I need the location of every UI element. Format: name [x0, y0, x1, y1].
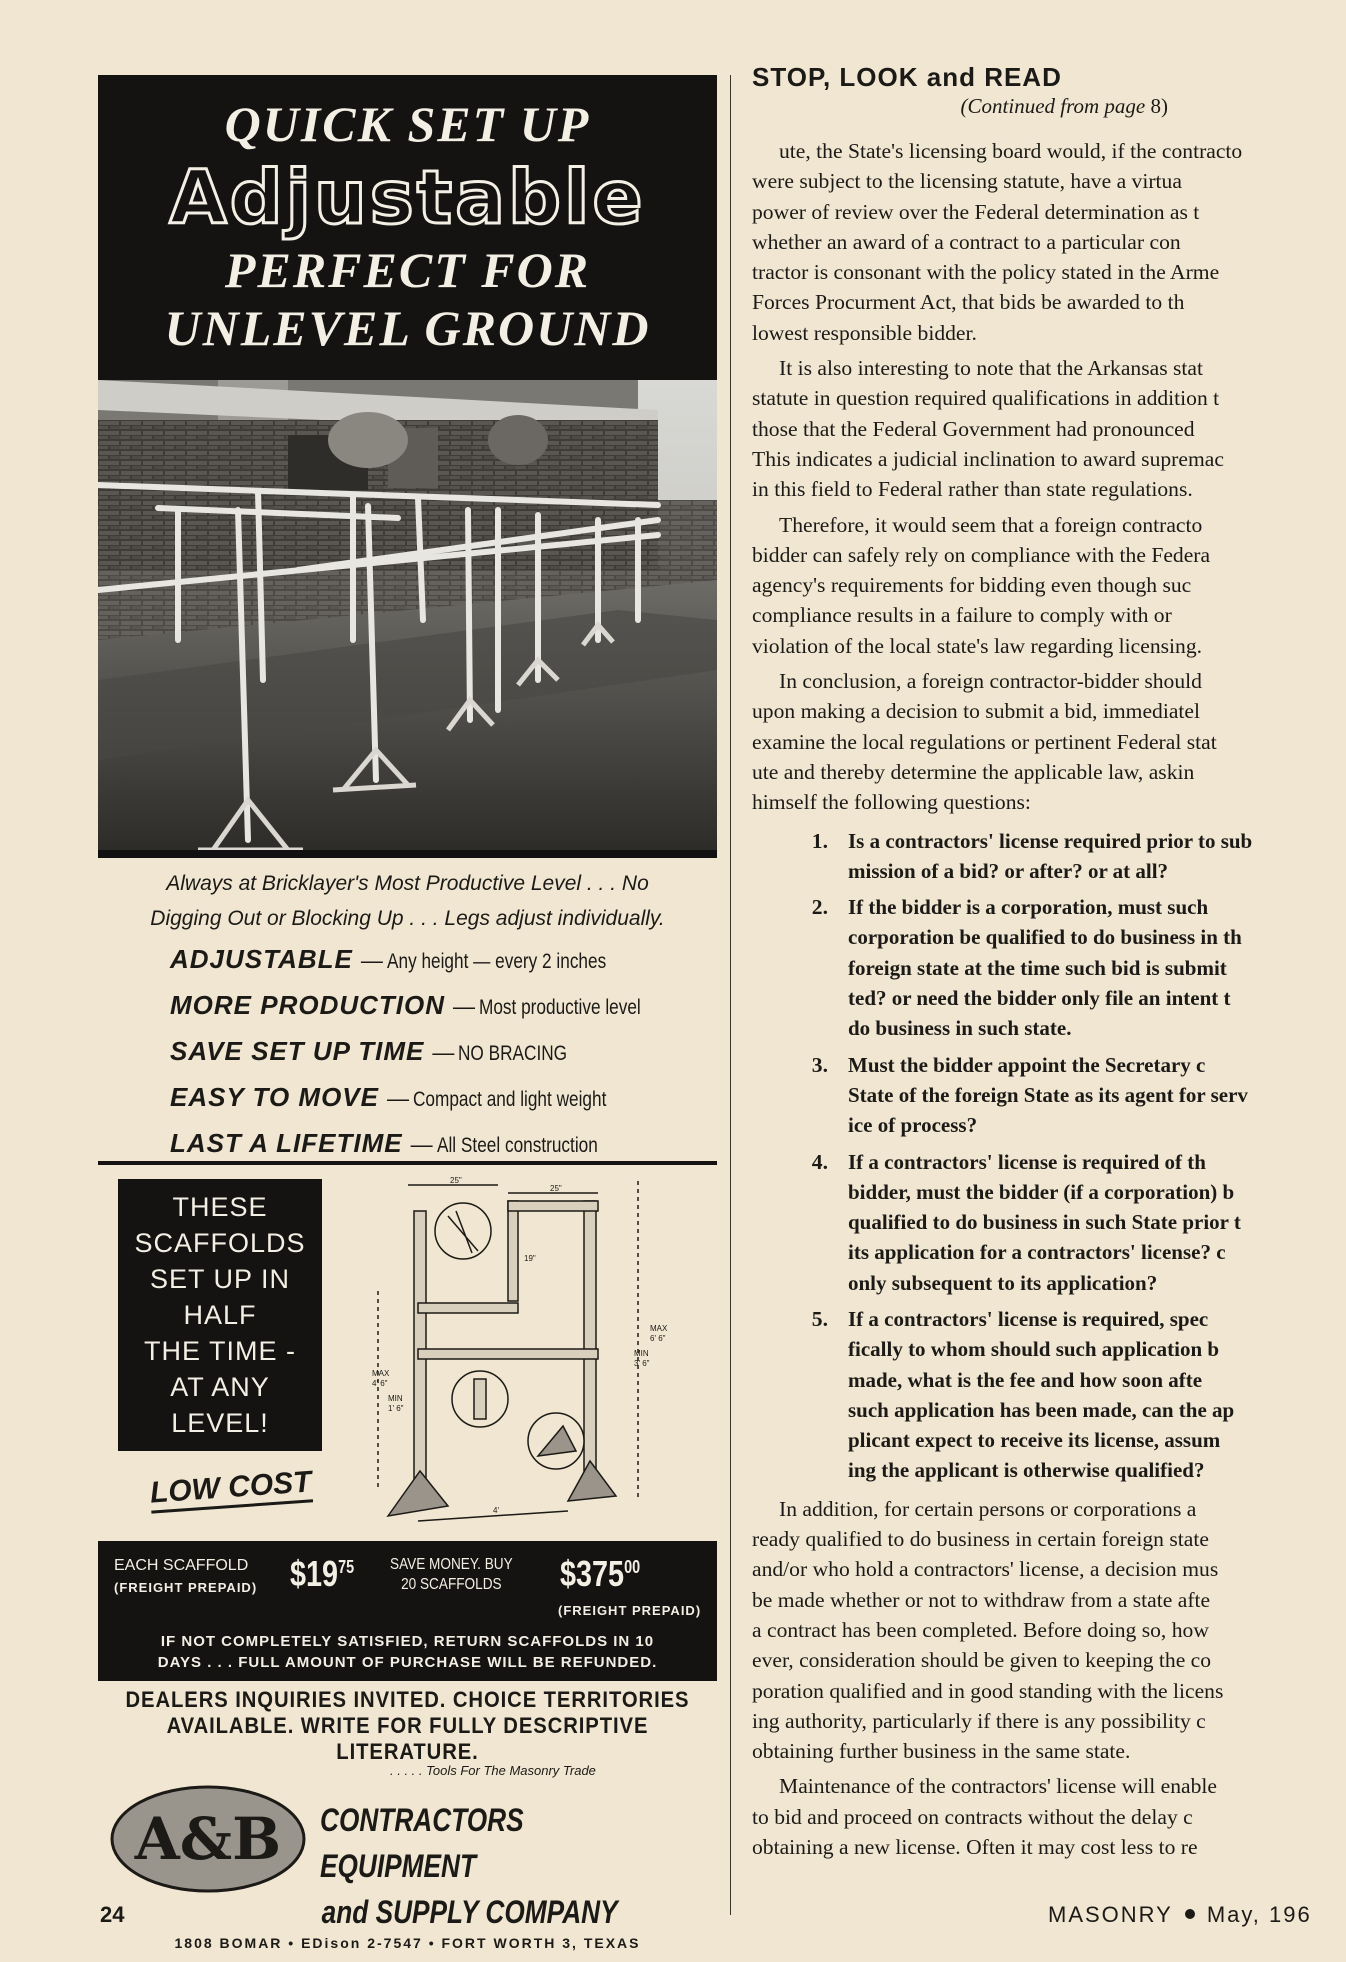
text-line: were subject to the licensing statute, have a virtua — [752, 169, 1182, 194]
text-line: himself the following questions: — [752, 790, 1031, 815]
question-line: qualified to do business in such State prior t — [848, 1210, 1241, 1235]
question-line: ice of process? — [848, 1113, 978, 1138]
feature-name: ADJUSTABLE — [170, 944, 353, 974]
text-line: This indicates a judicial inclination to award supremac — [752, 446, 1224, 471]
dim-19: 19" — [524, 1254, 536, 1263]
question-line: bidder, must the bidder (if a corporation) b — [848, 1179, 1235, 1204]
dim-top-1: 25" — [450, 1176, 462, 1185]
feature-item: ADJUSTABLE — Any height — every 2 inches — [170, 944, 607, 974]
text-line: Maintenance of the contractors' license will enable — [779, 1774, 1217, 1799]
pricing-box — [98, 1541, 717, 1681]
question-line: such application has been made, can the ap — [848, 1397, 1235, 1422]
text-line: ing authority, particularly if there is any possibility c — [752, 1708, 1206, 1733]
min-left-1: MIN — [388, 1394, 403, 1403]
half-time-box — [118, 1179, 322, 1451]
question-line: made, what is the fee and how soon afte — [848, 1367, 1203, 1392]
text-line: It is also interesting to note that the Arkansas stat — [779, 356, 1203, 381]
feature-name: SAVE SET UP TIME — [170, 1036, 425, 1066]
headline-adjustable: Adjustable — [169, 154, 646, 241]
dim-top-2: 25" — [550, 1184, 562, 1193]
question-number: 1. — [811, 828, 828, 853]
feature-desc: Compact and light weight — [412, 1088, 607, 1111]
feature-name: MORE PRODUCTION — [170, 990, 445, 1020]
question-line: ing the applicant is otherwise qualified? — [848, 1458, 1205, 1483]
max-right-1: MAX — [650, 1324, 668, 1333]
guarantee-text — [98, 1631, 717, 1673]
column-divider — [730, 75, 731, 1915]
save-money-label — [390, 1555, 513, 1595]
min-right-1: MIN — [634, 1349, 649, 1358]
dealers-inquiries — [123, 1687, 692, 1765]
text-line: obtaining a new license. Often it may cost less to re — [752, 1835, 1198, 1860]
bulk-price-main: $375 — [560, 1553, 625, 1594]
article-title: STOP, LOOK and READ — [752, 62, 1062, 92]
text-line: upon making a decision to submit a bid, immediatel — [752, 699, 1200, 724]
feature-item: EASY TO MOVE — Compact and light weight — [170, 1082, 607, 1112]
text-line: those that the Federal Government had pronounced — [752, 416, 1195, 441]
save-line-2: 20 SCAFFOLDS — [401, 1576, 502, 1593]
text-line: ever, consideration should be given to keeping the co — [752, 1648, 1212, 1673]
text-line: ute and thereby determine the applicable law, askin — [752, 759, 1195, 784]
bulk-freight: (FREIGHT PREPAID) — [558, 1603, 702, 1618]
text-line: to bid and proceed on contracts without the delay c — [752, 1804, 1193, 1829]
text-line: examine the local regulations or pertinent Federal stat — [752, 729, 1217, 754]
each-price-cents: 75 — [338, 1557, 355, 1577]
paragraph-2 — [752, 353, 1346, 504]
continued-page: 8) — [1150, 94, 1168, 118]
text-line: Forces Procurment Act, that bids be awarded to th — [752, 290, 1185, 315]
question-line: its application for a contractors' license? c — [848, 1240, 1226, 1265]
question-line: Is a contractors' license required prior to sub — [848, 828, 1253, 853]
question-line: corporation be qualified to do business in th — [848, 925, 1242, 950]
headline-unlevel-ground: UNLEVEL GROUND — [164, 299, 651, 356]
ab-logo — [108, 1783, 308, 1895]
text-line: ute, the State's licensing board would, if the contracto — [779, 139, 1243, 163]
half-time-line: SET UP IN — [149, 1264, 291, 1294]
text-line: power of review over the Federal determination as t — [752, 199, 1200, 224]
question-line: foreign state at the time such bid is submit — [848, 955, 1227, 980]
guarantee-line-2: DAYS . . . FULL AMOUNT OF PURCHASE WILL BE REFUNDED. — [157, 1654, 658, 1671]
half-time-line: LEVEL! — [171, 1408, 269, 1438]
text-line: be made whether or not to withdraw from a state afte — [752, 1587, 1211, 1612]
feature-desc: Any height — every 2 inches — [386, 950, 607, 973]
running-footer — [1048, 1902, 1346, 1928]
question-line: If a contractors' license is required, spec — [848, 1306, 1209, 1331]
article-column — [752, 62, 1346, 1882]
paragraph-1 — [752, 136, 1346, 348]
dealers-line-2: AVAILABLE. WRITE FOR FULLY DESCRIPTIVE LITERATURE. — [166, 1713, 649, 1764]
question-text — [848, 1304, 1346, 1486]
question-line: mission of a bid? or after? or at all? — [848, 858, 1169, 883]
question-number: 4. — [811, 1149, 828, 1174]
question-number: 3. — [811, 1052, 828, 1077]
text-line: violation of the local state's law regarding licensing. — [752, 633, 1203, 658]
paragraph-4 — [752, 666, 1346, 817]
each-price — [290, 1553, 354, 1595]
min-right-2: 3' 6" — [634, 1359, 650, 1368]
low-cost-label: LOW COST — [149, 1465, 313, 1513]
question-line: plicant expect to receive its license, assum — [848, 1428, 1221, 1453]
bulk-price — [560, 1553, 640, 1595]
half-time-line: THESE — [172, 1192, 268, 1222]
each-freight-text: (FREIGHT PREPAID) — [114, 1580, 258, 1595]
text-line: a contract has been completed. Before doing so, how — [752, 1617, 1209, 1642]
feature-item: LAST A LIFETIME — All Steel construction — [170, 1128, 598, 1158]
feature-desc: All Steel construction — [436, 1134, 598, 1157]
questions-list — [752, 826, 1346, 1486]
feature-desc: NO BRACING — [458, 1042, 568, 1065]
feature-item: SAVE SET UP TIME — NO BRACING — [170, 1036, 568, 1066]
question-text — [848, 1147, 1346, 1298]
magazine-name: MASONRY — [1048, 1902, 1173, 1927]
max-right-2: 6' 6" — [650, 1334, 666, 1343]
question-number: 2. — [811, 895, 828, 920]
company-line-1: CONTRACTORS EQUIPMENT — [320, 1802, 524, 1884]
question-item — [752, 1304, 1346, 1486]
each-scaffold-label — [114, 1555, 257, 1599]
half-time-line: THE TIME - — [143, 1336, 296, 1366]
text-line: lowest responsible bidder. — [752, 320, 977, 345]
feature-name: EASY TO MOVE — [170, 1082, 379, 1112]
question-item — [752, 826, 1346, 887]
continued-text: (Continued from page — [960, 94, 1146, 118]
question-item — [752, 1050, 1346, 1141]
continued-note — [752, 94, 1168, 136]
save-line-1: SAVE MONEY. BUY — [390, 1556, 513, 1573]
company-line-2: and SUPPLY COMPANY — [321, 1894, 618, 1930]
question-line: only subsequent to its application? — [848, 1270, 1158, 1295]
question-line: State of the foreign State as its agent for serv — [848, 1082, 1248, 1107]
ad-divider-rule — [98, 1161, 717, 1165]
text-line: statute in question required qualifications in addition t — [752, 386, 1220, 411]
text-line: In conclusion, a foreign contractor-bidder should — [779, 669, 1202, 694]
question-line: ted? or need the bidder only file an intent t — [848, 986, 1231, 1011]
company-name — [320, 1797, 646, 1935]
feature-item: MORE PRODUCTION — Most productive level — [170, 990, 641, 1020]
min-left-2: 1' 6" — [388, 1404, 404, 1413]
text-line: whether an award of a contract to a particular con — [752, 229, 1181, 254]
question-line: fically to whom should such application b — [848, 1337, 1220, 1362]
half-time-line: HALF — [183, 1300, 257, 1330]
question-item — [752, 892, 1346, 1043]
paragraph-6 — [752, 1771, 1346, 1862]
tools-tagline: . . . . . Tools For The Masonry Trade — [390, 1763, 596, 1778]
guarantee-line-1: IF NOT COMPLETELY SATISFIED, RETURN SCAFFOLDS IN 10 — [160, 1633, 655, 1650]
headline-quick-set-up: QUICK SET UP — [224, 95, 591, 152]
question-item — [752, 1147, 1346, 1298]
paragraph-3 — [752, 510, 1346, 661]
bulk-price-cents: 00 — [624, 1557, 641, 1577]
max-left-2: 4' 6" — [372, 1379, 388, 1388]
caption-line-1: Always at Bricklayer's Most Productive Level . . . No — [166, 872, 649, 895]
headline-perfect-for: PERFECT FOR — [224, 241, 591, 298]
question-text — [848, 826, 1346, 887]
half-time-line: AT ANY — [170, 1372, 270, 1402]
issue-date: May, 196 — [1206, 1902, 1312, 1927]
question-line: If the bidder is a corporation, must such — [848, 895, 1209, 920]
question-line: Must the bidder appoint the Secretary c — [848, 1052, 1206, 1077]
feature-desc: Most productive level — [479, 996, 641, 1019]
text-line: poration qualified and in good standing with the licens — [752, 1678, 1224, 1703]
dealers-line-1: DEALERS INQUIRIES INVITED. CHOICE TERRITORIES — [125, 1687, 690, 1712]
text-line: in this field to Federal rather than state regulations. — [752, 477, 1193, 502]
ad-lower-section — [98, 75, 717, 1951]
text-line: In addition, for certain persons or corporations a — [779, 1496, 1197, 1521]
question-text — [848, 1050, 1346, 1141]
page-number: 24 — [100, 1902, 125, 1927]
text-line: obtaining further business in the same state. — [752, 1739, 1131, 1764]
text-line: Therefore, it would seem that a foreign contracto — [779, 512, 1203, 537]
paragraph-5 — [752, 1494, 1346, 1767]
feature-name: LAST A LIFETIME — [170, 1128, 403, 1158]
half-time-line: SCAFFOLDS — [134, 1228, 306, 1258]
question-number: 5. — [811, 1306, 828, 1331]
text-line: ready qualified to do business in certain foreign state — [752, 1527, 1209, 1552]
text-line: compliance results in a failure to comply with or — [752, 603, 1172, 628]
bullet-icon — [1185, 1909, 1195, 1919]
text-line: and/or who hold a contractors' license, a decision mus — [752, 1557, 1219, 1582]
each-price-main: $19 — [290, 1553, 339, 1594]
logo-text: A&B — [134, 1805, 282, 1873]
question-text — [848, 892, 1346, 1043]
max-left-1: MAX — [372, 1369, 390, 1378]
scaffold-diagram — [338, 1171, 708, 1541]
question-line: do business in such state. — [848, 1016, 1072, 1041]
question-line: If a contractors' license is required of th — [848, 1149, 1206, 1174]
caption-line-2: Digging Out or Blocking Up . . . Legs adjust individually. — [150, 907, 665, 930]
text-line: agency's requirements for bidding even though suc — [752, 573, 1192, 598]
text-line: bidder can safely rely on compliance with the Federa — [752, 542, 1211, 567]
dim-bottom: 4' — [493, 1506, 499, 1515]
company-address: 1808 BOMAR • EDison 2-7547 • FORT WORTH 3, TEXAS — [174, 1935, 641, 1951]
text-line: tractor is consonant with the policy stated in the Arme — [752, 260, 1220, 285]
each-label-text: EACH SCAFFOLD — [114, 1557, 249, 1574]
